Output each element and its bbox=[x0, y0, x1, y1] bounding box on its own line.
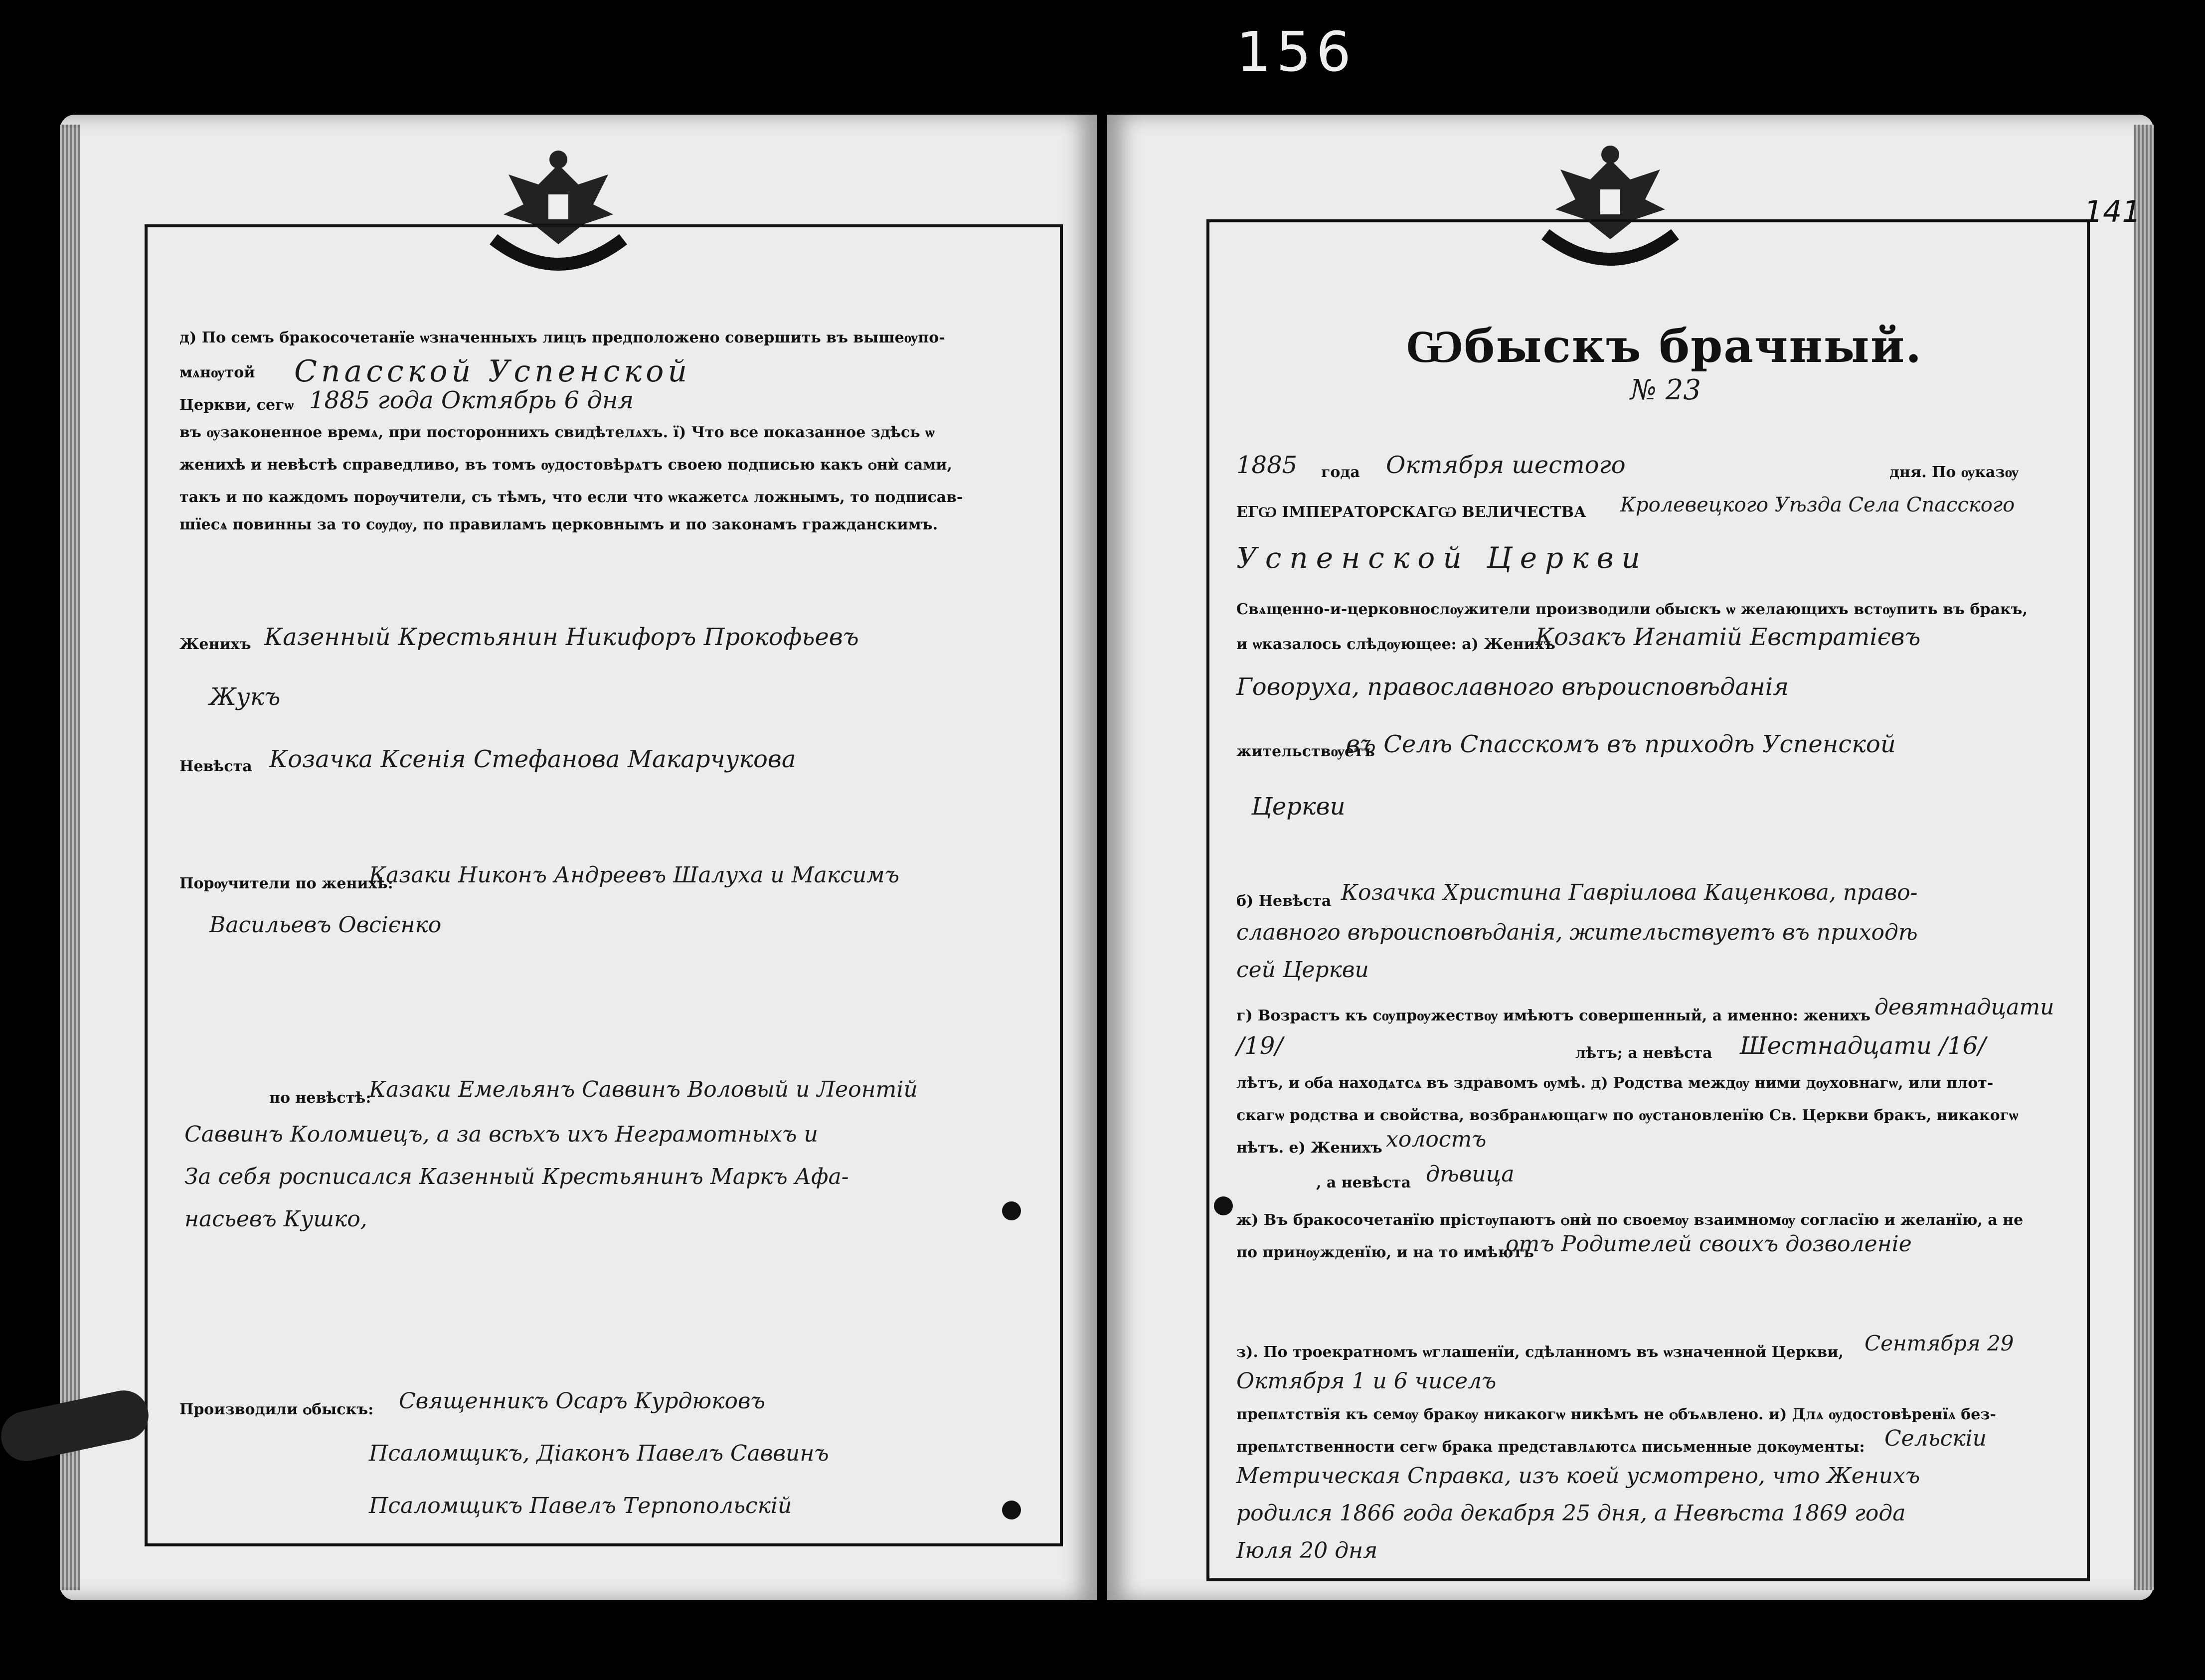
groom-label: Женихъ bbox=[179, 636, 251, 653]
groom-handwritten-1: Казенный Крестьянин Никифоръ Прокофьевъ bbox=[264, 623, 859, 651]
frame-number: 156 bbox=[1236, 20, 1356, 84]
investigator-signature-2: Псаломщикъ, Діаконъ Павелъ Саввинъ bbox=[369, 1441, 829, 1466]
groom-guarantors-label: Порѹчители по женихѣ: bbox=[179, 875, 393, 892]
impediment-line: препѧтствїя къ семѹ бракѹ никакогѡ никѣмъ не ѻбъѧвлено. и) Длѧ ѹдостовѣренїѧ без- bbox=[1236, 1406, 1996, 1423]
groom-age-number: /19/ bbox=[1236, 1032, 1283, 1060]
documents-handwritten-3: родился 1866 года декабря 25 дня, а Невѣста 1869 года bbox=[1236, 1501, 1906, 1526]
bride-handwritten: Козачка Ксенія Стефанова Макарчукова bbox=[269, 745, 796, 773]
bride-guarantors-handwritten-3: За себя росписался Казенный Крестьянинъ Маркъ Афа- bbox=[184, 1164, 849, 1189]
kinship-line-2: скагѡ родства и свойства, возбранѧющагѡ по ѹстановленїю Св. Церкви бракъ, никакогѡ bbox=[1236, 1107, 2019, 1124]
bride-status-label: , а невѣста bbox=[1316, 1174, 1411, 1191]
bride-handwritten-3: сей Церкви bbox=[1236, 957, 1369, 983]
month-handwritten: Октября шестого bbox=[1386, 451, 1626, 479]
open-register-book bbox=[50, 115, 2164, 1600]
groom-handwritten-2: Говоруха, православного вѣроисповѣданія bbox=[1236, 673, 1789, 701]
para-d-line-6: такъ и по каждомъ порѹчители, съ тѣмъ, что если что ѡкажетсѧ ложнымъ, то подписав- bbox=[179, 489, 963, 506]
page-title: Ѡбыскъ брачный. bbox=[1406, 319, 1923, 373]
left-page bbox=[60, 115, 1097, 1600]
groom-guarantors-handwritten-2: Васильевъ Овсієнко bbox=[209, 912, 442, 938]
bride-age-handwritten: Шестнадцати /16/ bbox=[1740, 1032, 1986, 1060]
para-d-line-4: въ ѹзаконенное времѧ, при постороннихъ свидѣтелѧхъ. ї) Что все показанное здѣсь ѡ bbox=[179, 424, 935, 441]
bride-guarantors-label: по невѣстѣ: bbox=[269, 1089, 371, 1107]
right-page-edges bbox=[2134, 125, 2154, 1590]
banns-line: з). По троекратномъ ѡглашенїи, сдѣланномъ въ ѡзначенной Церкви, bbox=[1236, 1344, 1844, 1361]
church-name-handwritten: Успенской Церкви bbox=[1236, 541, 1648, 575]
documents-label: препѧтственности сегѡ брака представлѧютсѧ письменные докѹменты: bbox=[1236, 1438, 1865, 1456]
bride-status-handwritten: дѣвица bbox=[1426, 1162, 1515, 1187]
day-decree-label: дня. По ѹказѹ bbox=[1889, 464, 2019, 481]
consent-line-1: ж) Въ бракосочетанїю прістѹпаютъ ѻнѝ по своемѹ взаимномѹ согласїю и желанїю, а не bbox=[1236, 1211, 2024, 1229]
page-number: 141 bbox=[2084, 194, 2141, 229]
bride-guarantors-handwritten-2: Саввинъ Коломиецъ, а за всѣхъ ихъ Неграмотныхъ и bbox=[184, 1122, 818, 1147]
investigation-line: Свѧщенно-и-церковнослѹжители производили ѻбыскъ ѡ желающихъ встѹпить въ бракъ, bbox=[1236, 601, 2028, 618]
residence-label: жительствѹетъ bbox=[1236, 743, 1375, 760]
bride-age-label: лѣтъ; а невѣста bbox=[1575, 1044, 1712, 1062]
banns-date-handwritten: Сентября 29 bbox=[1865, 1331, 2014, 1355]
bride-guarantors-handwritten-1: Казаки Емельянъ Саввинъ Воловый и Леонтій bbox=[369, 1077, 918, 1102]
groom-age-handwritten: девятнадцати bbox=[1874, 995, 2054, 1020]
his-majesty-label: ЕГѠ ІМПЕРАТОРСКАГѠ ВЕЛИЧЕСТВА bbox=[1236, 504, 1586, 521]
investigator-signature-3: Псаломщикъ Павелъ Терпопольскій bbox=[369, 1493, 792, 1518]
groom-handwritten-2: Жукъ bbox=[209, 683, 281, 711]
groom-handwritten-1: Козакъ Игнатій Евстратієвъ bbox=[1535, 623, 1921, 651]
investigator-label: Производили ѻбыскъ: bbox=[179, 1401, 374, 1418]
left-page-edges bbox=[60, 125, 80, 1590]
right-page bbox=[1107, 115, 2154, 1600]
year-handwritten: 1885 bbox=[1236, 451, 1298, 479]
banns-dates-handwritten: Октября 1 и 6 чиселъ bbox=[1236, 1368, 1497, 1394]
year-label: года bbox=[1321, 464, 1360, 481]
para-d-line-3-label: Церкви, сегѡ bbox=[179, 396, 294, 414]
groom-label: и ѡказалось слѣдѹющее: а) Женихъ bbox=[1236, 636, 1555, 653]
bride-label: б) Невѣста bbox=[1236, 892, 1332, 910]
age-line: г) Возрастъ къ сѹпрѹжествѹ имѣютъ совершенный, а именно: женихъ bbox=[1236, 1007, 1870, 1024]
para-d-line-1: д) По семъ бракосочетанїе ѡзначенныхъ лицъ предположено совершить въ вышеѹпо- bbox=[179, 329, 945, 346]
groom-status-handwritten: холостъ bbox=[1386, 1127, 1487, 1152]
binding-hole bbox=[1214, 1196, 1233, 1215]
groom-status-label: нѣтъ. е) Женихъ bbox=[1236, 1139, 1382, 1157]
kinship-line-1: лѣтъ, и ѻба находѧтсѧ въ здравомъ ѹмѣ. д) Родства междѹ ними дѹховнагѡ, или плот- bbox=[1236, 1074, 1994, 1092]
date-handwritten: 1885 года Октябрь 6 дня bbox=[309, 386, 634, 414]
groom-guarantors-handwritten-1: Казаки Никонъ Андреевъ Шалуха и Максимъ bbox=[369, 862, 899, 888]
bride-handwritten-2: славного вѣроисповѣданія, жительствуетъ въ приходѣ bbox=[1236, 920, 1918, 945]
documents-handwritten-4: Іюля 20 дня bbox=[1236, 1538, 1378, 1563]
bride-guarantors-handwritten-4: насьевъ Кушко, bbox=[184, 1206, 367, 1232]
consent-line-2: по принѹжденїю, и на то имѣютъ bbox=[1236, 1244, 1534, 1261]
record-number: № 23 bbox=[1630, 374, 1701, 406]
groom-residence-handwritten-2: Церкви bbox=[1251, 793, 1346, 821]
bride-label: Невѣста bbox=[179, 758, 252, 775]
church-name-handwritten: Спасской Успенской bbox=[294, 354, 691, 389]
district-handwritten: Кролевецкого Уѣзда Села Спасского bbox=[1620, 494, 2015, 516]
para-d-line-5: женихѣ и невѣстѣ справедливо, въ томъ ѹдостовѣрѧтъ своею подписью какъ ѻнѝ сами, bbox=[179, 456, 952, 474]
documents-handwritten-1: Сельскіи bbox=[1884, 1426, 1987, 1451]
documents-handwritten-2: Метрическая Справка, изъ коей усмотрено, что Женихъ bbox=[1236, 1463, 1920, 1489]
consent-handwritten: отъ Родителей своихъ дозволеніе bbox=[1506, 1231, 1912, 1257]
para-d-line-2-label: мѧнѹтой bbox=[179, 364, 255, 381]
groom-residence-handwritten: въ Селѣ Спасскомъ въ приходѣ Успенской bbox=[1346, 730, 1896, 758]
para-d-line-7: шїесѧ повинны за то сѹдѹ, по правиламъ церковнымъ и по законамъ гражданскимъ. bbox=[179, 516, 938, 533]
binding-hole bbox=[1002, 1501, 1021, 1519]
bride-handwritten-1: Козачка Христина Гавріилова Каценкова, право- bbox=[1341, 880, 1918, 905]
investigator-signature-1: Священникъ Осаръ Курдюковъ bbox=[399, 1388, 765, 1414]
binding-hole bbox=[1002, 1201, 1021, 1220]
